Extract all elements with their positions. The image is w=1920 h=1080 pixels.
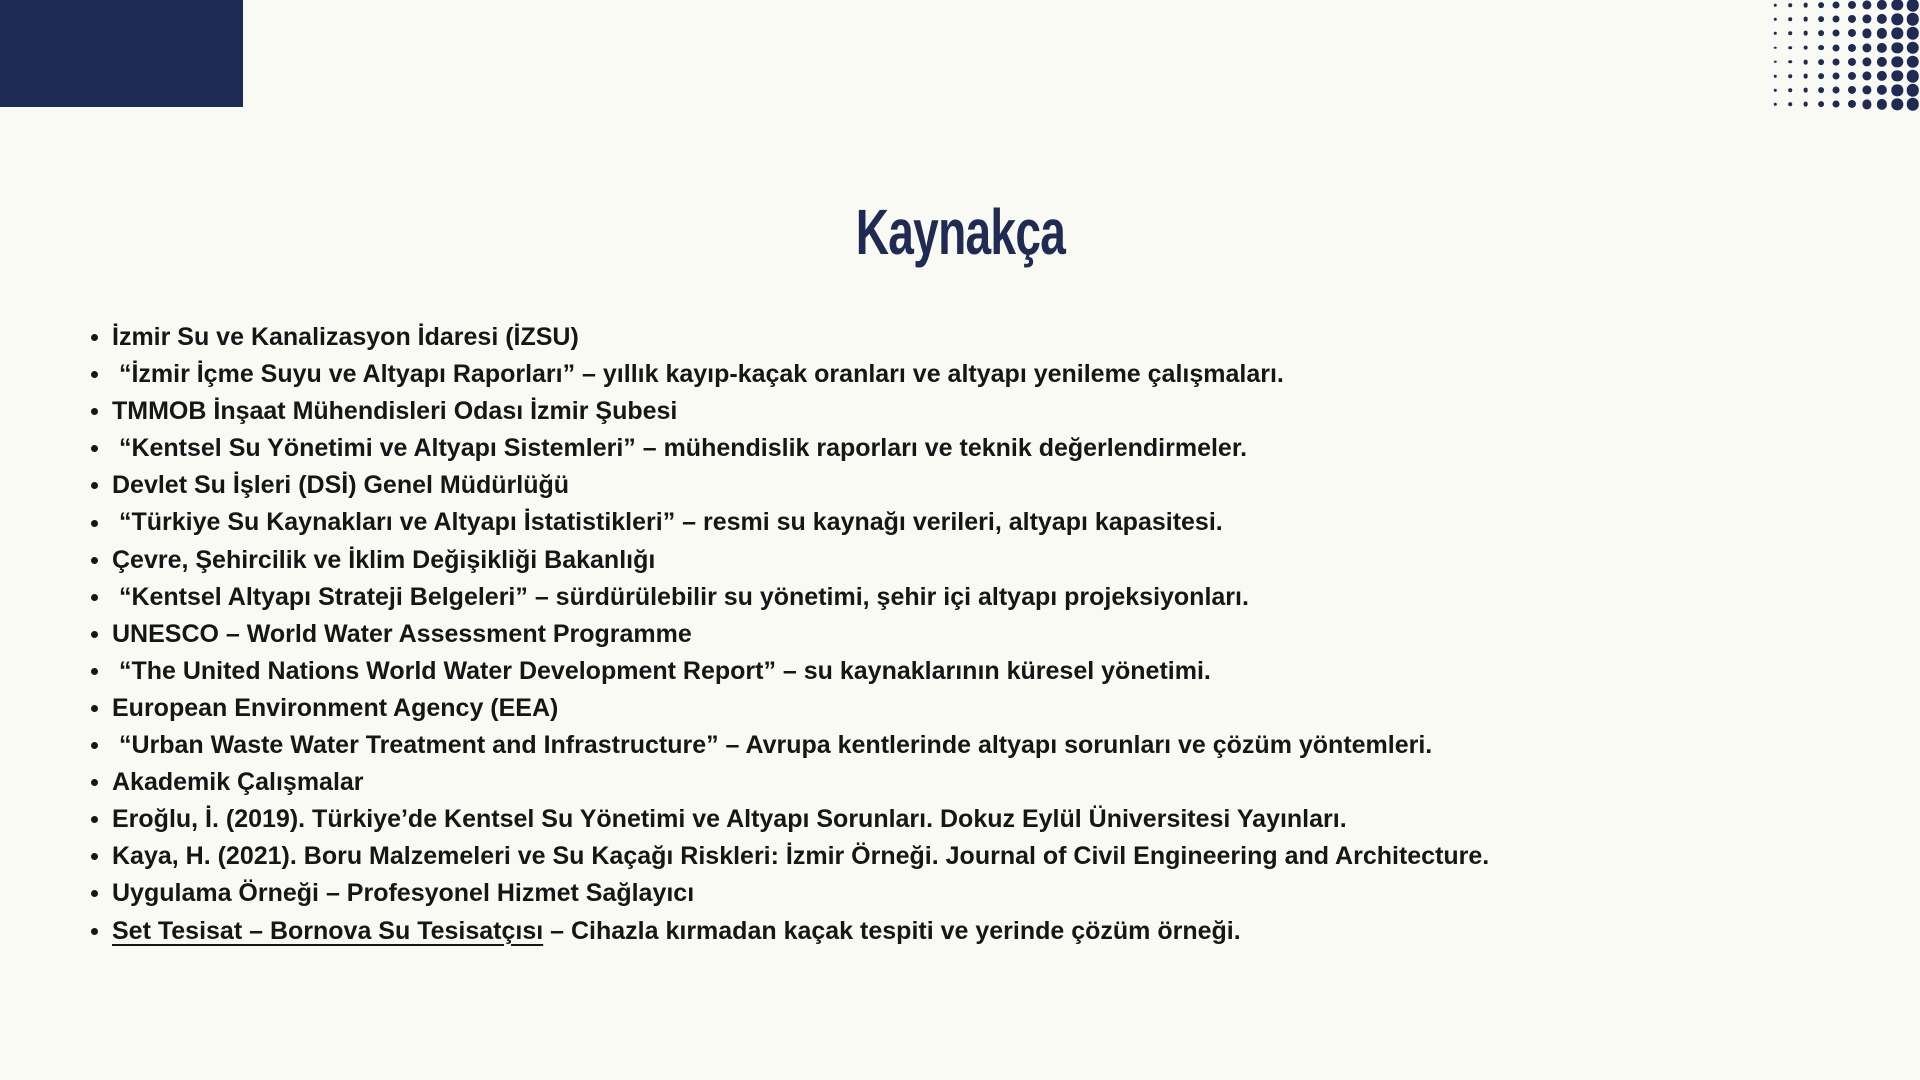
decor-dot (1877, 42, 1887, 52)
decor-dot (1818, 16, 1824, 22)
decor-dot (1862, 100, 1871, 109)
decor-dot (1892, 28, 1903, 39)
decor-dot (1847, 86, 1855, 94)
reference-text (112, 879, 694, 907)
decor-dot (1788, 74, 1792, 78)
decor-dot (1803, 3, 1808, 8)
decor-dot (1892, 14, 1903, 25)
bullet-dot (91, 408, 98, 415)
decor-dot (1847, 58, 1855, 66)
decor-dot (1818, 30, 1824, 36)
reference-text (112, 657, 1211, 685)
reference-item (88, 838, 1898, 875)
bullet-dot (91, 668, 98, 675)
reference-item (88, 616, 1898, 653)
reference-text-part: İzmir Su ve Kanalizasyon İdaresi (İZSU) (112, 323, 579, 351)
decor-dot (1906, 56, 1919, 69)
decor-dot (1847, 44, 1855, 52)
bullet-dot (91, 520, 98, 527)
references-list (88, 319, 1898, 950)
decor-dot (1774, 75, 1777, 78)
decor-dot (1892, 0, 1903, 11)
reference-item (88, 653, 1898, 690)
reference-text-part: UNESCO – World Water Assessment Programme (112, 619, 692, 648)
decor-dot (1862, 57, 1871, 66)
reference-text-part: “Türkiye Su Kaynakları ve Altyapı İstatistikleri” – resmi su kaynağı verileri, altyapı kapasitesi. (112, 508, 1223, 537)
bullet-dot (91, 594, 98, 601)
decor-dot (1803, 74, 1808, 79)
reference-text (112, 471, 569, 499)
reference-item (88, 690, 1898, 727)
reference-text-part: Akademik Çalışmalar (112, 768, 364, 797)
decor-dot (1818, 45, 1824, 51)
decor-dot (1892, 70, 1903, 81)
decor-dot (1774, 4, 1777, 7)
decor-dot (1788, 103, 1792, 107)
reference-text-part: Çevre, Şehircilik ve İklim Değişikliği Bakanlığı (112, 545, 656, 574)
page-title (0, 197, 1920, 267)
decor-dot (1803, 102, 1808, 107)
decor-dot (1892, 42, 1903, 53)
decor-dot (1803, 88, 1808, 93)
decor-dot (1803, 17, 1808, 22)
decor-dot (1892, 85, 1903, 96)
reference-item (88, 764, 1898, 801)
reference-text-part: Uygulama Örneği – Profesyonel Hizmet Sağlayıcı (112, 879, 695, 908)
decor-dot (1892, 99, 1903, 110)
decor-dot (1906, 98, 1919, 111)
decor-dot (1803, 59, 1808, 64)
decor-dot (1877, 14, 1887, 24)
bullet-dot (91, 779, 98, 786)
decor-dot (1847, 1, 1855, 9)
reference-text-part: Devlet Su İşleri (DSİ) Genel Müdürlüğü (112, 471, 570, 500)
reference-text (112, 620, 692, 648)
decor-dot (1906, 0, 1919, 11)
decor-dot (1877, 0, 1887, 10)
reference-text (112, 397, 677, 425)
decor-dot (1833, 44, 1840, 51)
decor-dot (1833, 2, 1840, 9)
reference-item (88, 542, 1898, 579)
reference-item (88, 579, 1898, 616)
decor-dot (1774, 32, 1777, 35)
reference-text (112, 917, 1241, 945)
decor-dot (1847, 29, 1855, 37)
bullet-dot (91, 816, 98, 823)
decor-dot (1803, 45, 1808, 50)
corner-accent-rectangle (0, 0, 243, 107)
reference-text (112, 583, 1249, 611)
decor-dot (1774, 103, 1777, 106)
decor-dot (1774, 18, 1777, 21)
decor-dot (1892, 56, 1903, 67)
page-title-text: Kaynakça (855, 196, 1065, 268)
decor-dot (1774, 61, 1777, 64)
decor-dot (1833, 101, 1840, 108)
decor-dot (1788, 46, 1792, 50)
reference-text-part: “Urban Waste Water Treatment and Infrastructure” – Avrupa kentlerinde altyapı sorunları ve çözüm yöntemleri. (112, 731, 1433, 760)
decor-dot (1862, 43, 1871, 52)
reference-item (88, 430, 1898, 467)
decor-dot (1788, 60, 1792, 64)
decor-dot (1862, 0, 1871, 9)
reference-text (112, 434, 1247, 462)
reference-item (88, 801, 1898, 838)
bullet-dot (91, 890, 98, 897)
decor-dot (1803, 31, 1808, 36)
decor-dot (1788, 3, 1792, 7)
bullet-dot (91, 371, 98, 378)
reference-text-part: “Kentsel Su Yönetimi ve Altyapı Sistemleri” – mühendislik raporları ve teknik değerlendirmeler. (112, 434, 1248, 463)
bullet-dot (91, 557, 98, 564)
reference-text (112, 694, 558, 722)
decor-dot (1906, 84, 1919, 97)
decor-dot (1818, 59, 1824, 65)
reference-text-part: – Cihazla kırmadan kaçak tespiti ve yerinde çözüm örneği. (543, 916, 1241, 945)
decor-dot (1833, 87, 1840, 94)
reference-item (88, 875, 1898, 912)
decor-dot (1906, 13, 1919, 26)
decor-dot (1847, 15, 1855, 23)
reference-item (88, 356, 1898, 393)
decor-dot (1847, 100, 1855, 108)
bullet-dot (91, 445, 98, 452)
reference-text-part: TMMOB İnşaat Mühendisleri Odası İzmir Şubesi (112, 397, 678, 426)
bullet-dot (91, 928, 98, 935)
bullet-dot (91, 742, 98, 749)
decor-dot (1833, 16, 1840, 23)
decor-dot (1877, 85, 1887, 95)
decor-dot (1862, 71, 1871, 80)
decor-dot (1862, 86, 1871, 95)
decor-dot (1862, 15, 1871, 24)
decor-dot (1833, 73, 1840, 80)
reference-text (112, 842, 1489, 870)
decor-dot (1818, 87, 1824, 93)
decor-dot (1906, 27, 1919, 40)
decor-dot (1862, 29, 1871, 38)
decor-dot (1818, 73, 1824, 79)
reference-item (88, 393, 1898, 430)
bullet-dot (91, 853, 98, 860)
reference-item (88, 504, 1898, 541)
reference-text (112, 360, 1284, 388)
reference-text-part: Kaya, H. (2021). Boru Malzemeleri ve Su Kaçağı Riskleri: İzmir Örneği. Journal of Civil Engineering and Architecture. (112, 842, 1490, 871)
bullet-dot (91, 334, 98, 341)
bullet-dot (91, 482, 98, 489)
decor-dot (1818, 2, 1824, 8)
reference-text (112, 508, 1223, 536)
reference-text-part: Eroğlu, İ. (2019). Türkiye’de Kentsel Su Yönetimi ve Altyapı Sorunları. Dokuz Eylül Üniversitesi Yayınları. (112, 805, 1347, 834)
set-tesisat-link[interactable]: Set Tesisat – Bornova Su Tesisatçısı (112, 916, 544, 945)
decor-dot (1877, 28, 1887, 38)
decor-dot (1774, 46, 1777, 49)
reference-item (88, 467, 1898, 504)
decor-dot (1788, 17, 1792, 21)
reference-text (112, 768, 364, 796)
reference-text-part: “İzmir İçme Suyu ve Altyapı Raporları” – yıllık kayıp-kaçak oranları ve altyapı yenileme çalışmaları. (112, 360, 1284, 389)
bullet-dot (91, 631, 98, 638)
decor-dot (1877, 57, 1887, 67)
reference-text-part: European Environment Agency (EEA) (112, 693, 559, 722)
decor-dot (1788, 32, 1792, 36)
decor-dot (1774, 89, 1777, 92)
reference-text (112, 546, 655, 574)
reference-text (112, 805, 1347, 833)
reference-text-part: “The United Nations World Water Development Report” – su kaynaklarının küresel yönetimi. (112, 656, 1211, 685)
decor-dot (1847, 72, 1855, 80)
decor-dot (1877, 71, 1887, 81)
reference-item (88, 319, 1898, 356)
decor-dot (1877, 99, 1887, 109)
reference-text-part: “Kentsel Altyapı Strateji Belgeleri” – sürdürülebilir su yönetimi, şehir içi altyapı projeksiyonları. (112, 582, 1249, 611)
decor-dot (1833, 30, 1840, 37)
reference-text (112, 731, 1432, 759)
reference-item (88, 727, 1898, 764)
reference-item (88, 913, 1898, 950)
decor-dot (1818, 101, 1824, 107)
decor-dot (1906, 70, 1919, 83)
decor-dot (1788, 88, 1792, 92)
decor-dot (1833, 58, 1840, 65)
dot-grid-decoration (1775, 5, 1920, 115)
decor-dot (1906, 41, 1919, 54)
bullet-dot (91, 705, 98, 712)
reference-text (112, 323, 579, 351)
